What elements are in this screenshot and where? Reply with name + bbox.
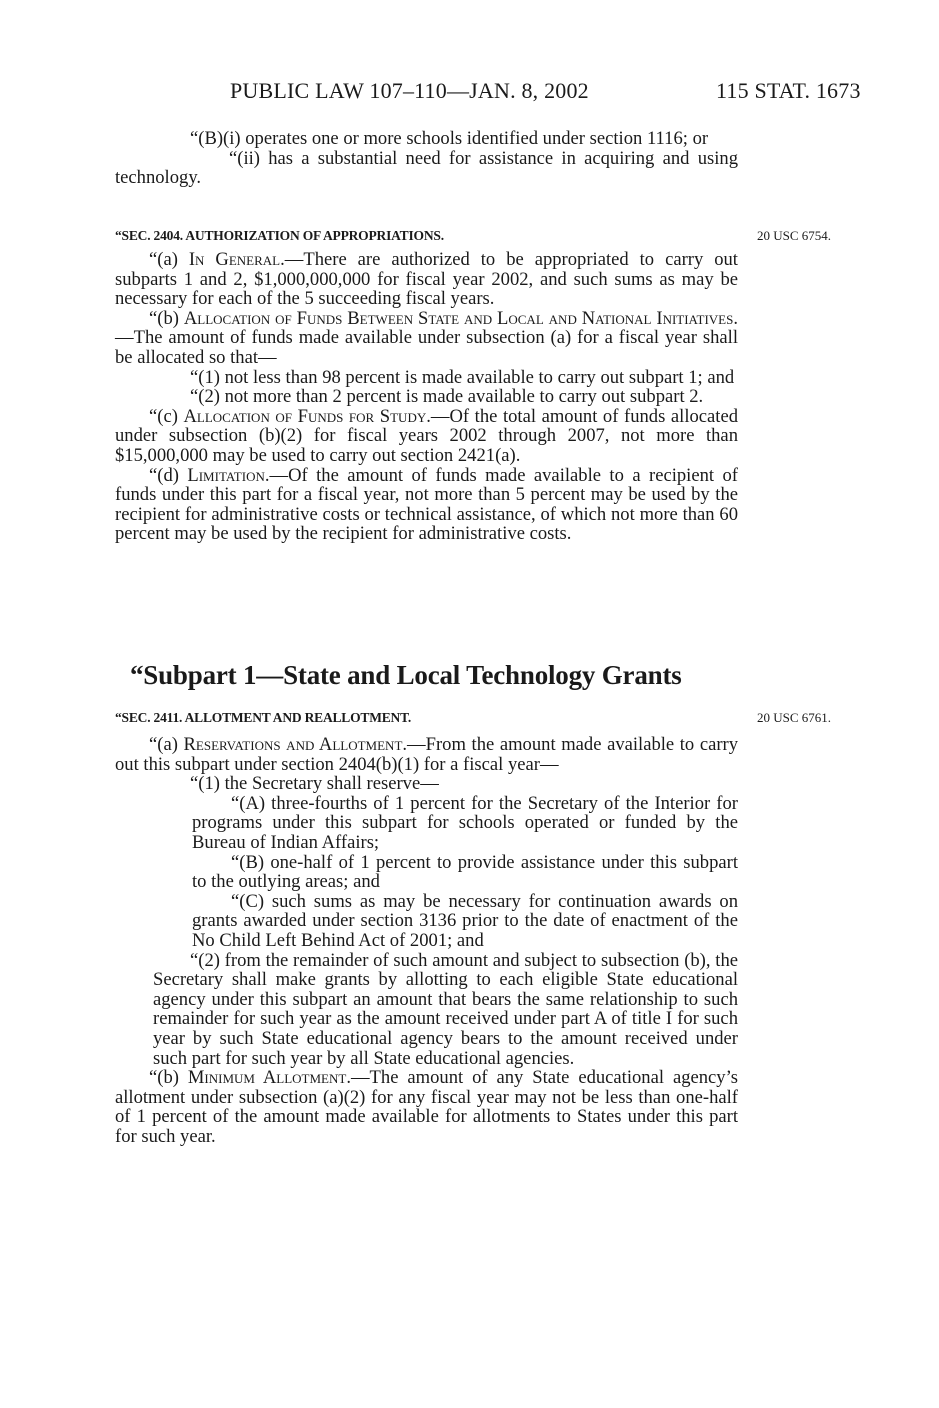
subsection-a-lead: “(a): [149, 249, 189, 270]
subsection-c-study: [115, 407, 738, 466]
subsection-b-title: Minimum Allotment: [187, 1067, 347, 1089]
subpart-1-heading: “Subpart 1—State and Local Technology Grants: [130, 660, 682, 690]
subparagraph-A: “(A) three-fourths of 1 percent for the Secretary of the Interior for programs under this subpart for schools operated or funded by the Bureau of Indian Affairs;: [192, 792, 738, 853]
section-2411-margin-citation: 20 USC 6761.: [757, 710, 832, 725]
header-stat-citation: 115 STAT. 1673: [716, 78, 861, 103]
subsection-a-reservations: [115, 735, 738, 774]
subparagraph-C: “(C) such sums as may be necessary for continuation awards on grants awarded under section 3136 prior to the date of enactment of the No Child Left Behind Act of 2001; and: [192, 890, 738, 951]
paragraph-a1: “(1) the Secretary shall reserve—: [190, 773, 439, 795]
subsection-a-title: Reservations and Allotment: [183, 734, 403, 755]
subsection-b-lead: “(b): [149, 1067, 188, 1089]
subsection-b-text: .—The amount of any State educational agency’s allotment under subsection (a)(2) for any fiscal year may not be less than one-half of 1 percent of the amount made available for allotments to States under this part for such year.: [115, 1067, 738, 1147]
section-2404-margin-citation: 20 USC 6754.: [757, 228, 832, 243]
subsection-a-title: In General: [188, 249, 281, 270]
subsection-b-title: Allocation of Funds Between State and Local and National Initiatives: [183, 307, 734, 329]
paragraph-b2: “(2) not more than 2 percent is made available to carry out subpart 2.: [190, 386, 704, 408]
subsection-d-text: .—Of the amount of funds made available to a recipient of funds under this part for a fiscal year, not more than 5 percent may be used by the recipient for administrative costs or technical assistance, of which not more than 60 percent may be used by the recipient for administrative costs.: [115, 464, 738, 545]
section-2411-heading: “SEC. 2411. ALLOTMENT AND REALLOTMENT.: [115, 710, 412, 725]
subsection-d-lead: “(d): [149, 464, 188, 486]
header-title: PUBLIC LAW 107–110—JAN. 8, 2002: [230, 78, 589, 103]
section-2411-body: [115, 735, 738, 1146]
subparagraph-B: “(B) one-half of 1 percent to provide assistance under this subpart to the outlying areas; and: [192, 851, 738, 893]
subsection-b-minimum-allotment: [115, 1068, 738, 1146]
subsection-b-text: .—The amount of funds made available under subsection (a) for a fiscal year shall be allocated so that—: [115, 307, 738, 368]
subsection-a-lead: “(a): [149, 734, 184, 755]
subsection-d-limitation: [115, 466, 738, 544]
clause-ii: “(ii) has a substantial need for assistance in acquiring and using technology.: [115, 147, 738, 189]
subsection-c-text: .—Of the total amount of funds allocated under subsection (b)(2) for fiscal years 2002 through 2007, not more than $15,000,000 may be used to carry out section 2421(a).: [115, 405, 738, 466]
clause-b-i: “(B)(i) operates one or more schools identified under section 1116; or: [190, 128, 709, 149]
subsection-a-text: .—There are authorized to be appropriated to carry out subparts 1 and 2, $1,000,000,000 for fiscal year 2002, and such sums as may be necessary for each of the 5 succeeding fiscal years.: [115, 249, 738, 310]
continued-clause-block: [115, 129, 738, 188]
clause-ii-wrapper: [115, 149, 738, 188]
subsection-d-title: Limitation: [187, 464, 265, 486]
subsection-a-text: .—From the amount made available to carry out this subpart under section 2404(b)(1) for a fiscal year—: [115, 734, 739, 775]
paragraph-a2: “(2) from the remainder of such amount and subject to subsection (b), the Secretary shall make grants by allotting to each eligible State educational agency under this subpart an amount that bears the same relationship to such remainder for such year as the amount received under part A of title I for such year by such State educational agency bears to the amount received under such part for such year by all State educational agencies.: [153, 949, 738, 1069]
paragraph-b1: “(1) not less than 98 percent is made available to carry out subpart 1; and: [190, 366, 735, 388]
subsection-a-in-general: [115, 250, 738, 309]
subsection-b-allocation: [115, 309, 738, 368]
section-2404-heading: “SEC. 2404. AUTHORIZATION OF APPROPRIATIONS.: [115, 228, 444, 243]
section-2404-body: [115, 250, 738, 544]
running-header: [0, 78, 939, 112]
subsection-c-title: Allocation of Funds for Study: [183, 405, 427, 427]
subsection-b-lead: “(b): [149, 307, 184, 329]
subsection-c-lead: “(c): [149, 405, 184, 427]
